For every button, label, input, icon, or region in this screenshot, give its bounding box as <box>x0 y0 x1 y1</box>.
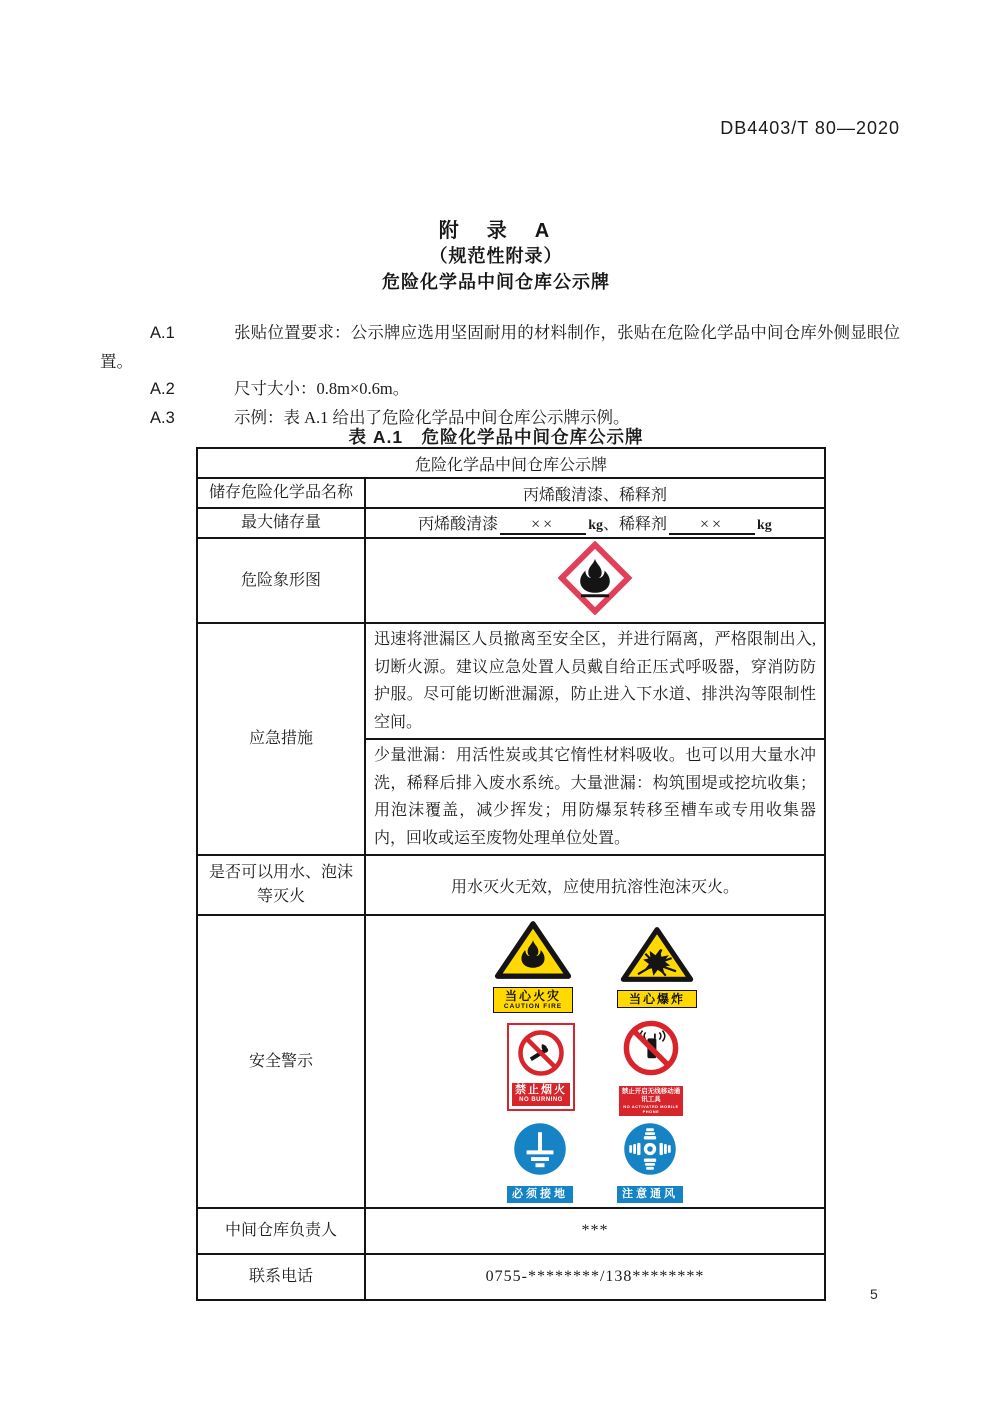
table-caption: 表 A.1 危险化学品中间仓库公示牌 <box>348 427 644 447</box>
clause-a1 <box>100 319 900 375</box>
extinguish-label: 是否可以用水、泡沫等灭火 <box>197 855 365 915</box>
no-mobile-phone-prohibition-icon <box>621 1018 681 1083</box>
no-mobile-phone-label <box>619 1086 683 1116</box>
phone-label: 联系电话 <box>197 1254 365 1300</box>
max-storage-value <box>365 508 825 538</box>
safety-warning-cell <box>365 915 825 1208</box>
must-ground-sign <box>507 1121 573 1203</box>
caution-fire-triangle-icon <box>494 920 572 985</box>
max-storage-separator: 、 <box>602 516 619 533</box>
chemical-name-value: 丙烯酸清漆、稀释剂 <box>365 478 825 508</box>
caution-explosion-sign <box>617 926 697 1008</box>
no-burning-prohibition-icon <box>516 1028 566 1083</box>
must-ground-label <box>507 1186 573 1203</box>
no-mobile-phone-text-en: NO ACTIVATED MOBILE PHONE <box>623 1104 679 1114</box>
extinguish-value: 用水灭火无效，应使用抗溶性泡沫灭火。 <box>365 855 825 915</box>
grounding-icon <box>512 1121 568 1182</box>
chemical-name-label: 储存危险化学品名称 <box>197 478 365 508</box>
caution-fire-sign <box>493 920 573 1013</box>
max-storage-amount2: ×× <box>669 516 755 535</box>
caution-fire-text-cn: 当心火灾 <box>504 989 561 1003</box>
standard-code-header: DB4403/T 80—2020 <box>720 118 900 138</box>
must-ground-text-cn: 必须接地 <box>512 1188 568 1200</box>
safety-warning-label: 安全警示 <box>197 915 365 1208</box>
max-storage-chem1: 丙烯酸清漆 <box>418 516 499 533</box>
pictogram-label: 危险象形图 <box>197 538 365 623</box>
ventilation-label <box>617 1186 683 1203</box>
clause-a3-text: 示例：表 A.1 给出了危险化学品中间仓库公示牌示例。 <box>234 407 630 427</box>
ghs-flame-pictogram-icon <box>558 602 632 619</box>
max-storage-unit1: kg <box>588 518 603 533</box>
clause-a2-text: 尺寸大小：0.8m×0.6m。 <box>234 379 410 398</box>
max-storage-label: 最大储存量 <box>197 508 365 538</box>
pictogram-cell <box>365 538 825 623</box>
clause-a1-text: 张贴位置要求：公示牌应选用坚固耐用的材料制作，张贴在危险化学品中间仓库外侧显眼位置。 <box>100 323 900 371</box>
max-storage-amount1: ×× <box>500 516 586 535</box>
appendix-title: 附 录 A <box>438 220 554 242</box>
caution-explosion-triangle-icon <box>620 926 694 988</box>
caution-explosion-label <box>617 990 697 1008</box>
manager-label: 中间仓库负责人 <box>197 1208 365 1254</box>
appendix-subtitle: （规范性附录） <box>429 246 563 266</box>
no-mobile-phone-sign <box>619 1018 683 1116</box>
clause-a2 <box>100 375 900 404</box>
no-burning-text-cn: 禁止烟火 <box>515 1084 567 1096</box>
page-number: 5 <box>870 1286 878 1302</box>
no-burning-label <box>512 1083 570 1106</box>
ventilation-fan-icon <box>622 1121 678 1182</box>
emergency-text-1: 迅速将泄漏区人员撤离至安全区，并进行隔离，严格限制出入,切断火源。建议应急处置人员戴自给正压式呼吸器，穿消防防护服。尽可能切断泄漏源，防止进入下水道、排洪沟等限制性空间。 <box>365 623 825 739</box>
appendix-topic-title: 危险化学品中间仓库公示牌 <box>382 272 610 292</box>
ventilation-sign <box>617 1121 683 1203</box>
notice-board-table <box>196 447 826 1301</box>
max-storage-unit2: kg <box>757 518 772 533</box>
clause-a3-number: A.3 <box>150 408 175 427</box>
no-burning-sign <box>507 1023 575 1111</box>
caution-fire-text-en: CAUTION FIRE <box>503 1003 563 1010</box>
clause-a1-number: A.1 <box>150 324 175 342</box>
phone-value: 0755-********/138******** <box>365 1254 825 1300</box>
ventilation-text-cn: 注意通风 <box>622 1188 678 1200</box>
caution-explosion-text-cn: 当心爆炸 <box>628 991 685 1006</box>
manager-value: *** <box>365 1208 825 1254</box>
max-storage-chem2: 稀释剂 <box>619 516 668 533</box>
clause-a2-number: A.2 <box>150 380 175 398</box>
emergency-label: 应急措施 <box>197 623 365 855</box>
no-mobile-phone-text-cn: 禁止开启无线移动通讯工具 <box>621 1088 681 1103</box>
emergency-text-2: 少量泄漏：用活性炭或其它惰性材料吸收。也可以用大量水冲洗，稀释后排入废水系统。大量泄漏：构筑围堤或挖坑收集；用泡沫覆盖，减少挥发；用防爆泵转移至槽车或专用收集器内，回收或运至废物处理单位处置。 <box>365 739 825 855</box>
clauses-block <box>100 319 900 432</box>
no-burning-text-en: NO BURNING <box>519 1097 563 1103</box>
caution-fire-label <box>493 987 573 1013</box>
table-title-row: 危险化学品中间仓库公示牌 <box>197 448 825 478</box>
